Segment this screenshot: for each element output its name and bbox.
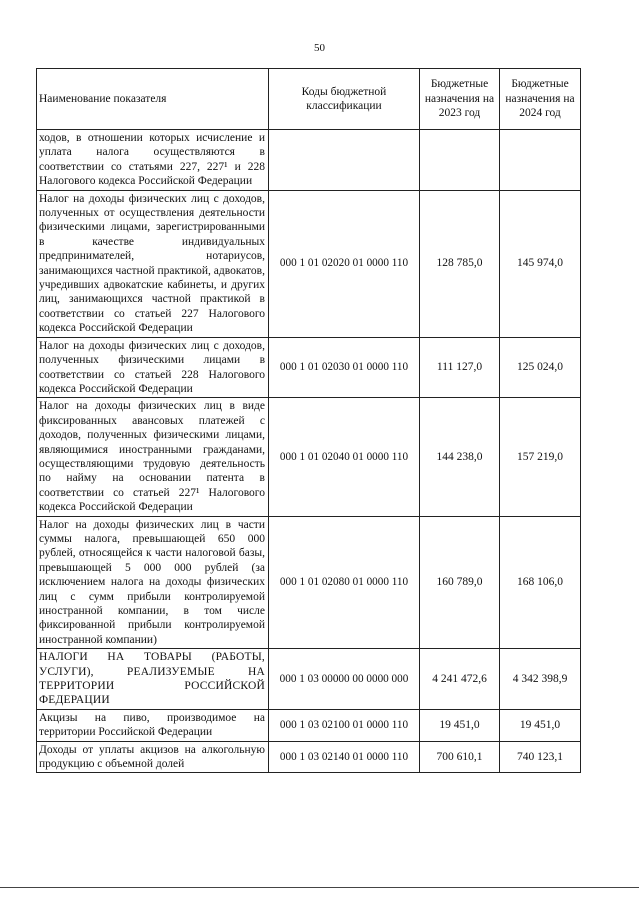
row-amount-2024: 19 451,0 bbox=[500, 709, 581, 741]
row-code: 000 1 03 00000 00 0000 000 bbox=[269, 649, 420, 710]
row-name: Акцизы на пиво, производимое на территории Российской Федерации bbox=[37, 709, 269, 741]
table-row bbox=[37, 190, 581, 337]
row-code: 000 1 01 02020 01 0000 110 bbox=[269, 190, 420, 337]
row-code: 000 1 03 02100 01 0000 110 bbox=[269, 709, 420, 741]
row-amount-2023: 160 789,0 bbox=[420, 516, 500, 649]
table-row bbox=[37, 337, 581, 398]
row-name: Налог на доходы физических лиц с доходов, полученных от осуществления деятельности физическими лицами, зарегистрированными в качестве индивидуальных предпринимателей, нотариусов, занимающихся частной практикой, адвокатов, учредивших адвокатские кабинеты, и других лиц, занимающихся частной практикой в соответствии со статьей 227 Налогового кодекса Российской Федерации bbox=[37, 190, 269, 337]
row-name: НАЛОГИ НА ТОВАРЫ (РАБОТЫ, УСЛУГИ), РЕАЛИЗУЕМЫЕ НА ТЕРРИТОРИИ РОССИЙСКОЙ ФЕДЕРАЦИИ bbox=[37, 649, 269, 710]
row-code: 000 1 01 02080 01 0000 110 bbox=[269, 516, 420, 649]
row-amount-2024 bbox=[500, 130, 581, 191]
row-amount-2023: 700 610,1 bbox=[420, 741, 500, 773]
row-code: 000 1 01 02040 01 0000 110 bbox=[269, 398, 420, 516]
row-amount-2023: 128 785,0 bbox=[420, 190, 500, 337]
row-amount-2023: 111 127,0 bbox=[420, 337, 500, 398]
table-row bbox=[37, 130, 581, 191]
row-amount-2024: 157 219,0 bbox=[500, 398, 581, 516]
row-name: Налог на доходы физических лиц в части суммы налога, превышающей 650 000 рублей, относящейся к части налоговой базы, превышающей 5 000 000 рублей (за исключением налога на доходы физических лиц с сумм прибыли контролируемой иностранной компании, в том числе фиксированной прибыли контролируемой иностранной компании) bbox=[37, 516, 269, 649]
table-row bbox=[37, 398, 581, 516]
row-amount-2023 bbox=[420, 130, 500, 191]
row-name: Налог на доходы физических лиц в виде фиксированных авансовых платежей с доходов, полученных физическими лицами, являющимися иностранными гражданами, осуществляющими трудовую деятельность по найму на основании патента в соответствии со статьей 227¹ Налогового кодекса Российской Федерации bbox=[37, 398, 269, 516]
table-row bbox=[37, 516, 581, 649]
row-amount-2024: 168 106,0 bbox=[500, 516, 581, 649]
row-name: Доходы от уплаты акцизов на алкогольную продукцию с объемной долей bbox=[37, 741, 269, 773]
page-number: 50 bbox=[314, 42, 325, 54]
row-name: ходов, в отношении которых исчисление и уплата налога осуществляются в соответствии со статьями 227, 227¹ и 228 Налогового кодекса Российской Федерации bbox=[37, 130, 269, 191]
row-amount-2024: 125 024,0 bbox=[500, 337, 581, 398]
page-bottom-rule bbox=[0, 887, 639, 888]
row-code: 000 1 03 02140 01 0000 110 bbox=[269, 741, 420, 773]
row-amount-2023: 19 451,0 bbox=[420, 709, 500, 741]
header-name: Наименование показателя bbox=[37, 69, 269, 130]
header-amount-2023: Бюджетные назначения на 2023 год bbox=[420, 69, 500, 130]
table-row bbox=[37, 741, 581, 773]
row-code bbox=[269, 130, 420, 191]
row-amount-2024: 145 974,0 bbox=[500, 190, 581, 337]
row-amount-2023: 144 238,0 bbox=[420, 398, 500, 516]
header-code: Коды бюджетной классификации bbox=[269, 69, 420, 130]
row-amount-2024: 740 123,1 bbox=[500, 741, 581, 773]
row-amount-2024: 4 342 398,9 bbox=[500, 649, 581, 710]
table-header-row bbox=[37, 69, 581, 130]
row-name: Налог на доходы физических лиц с доходов, полученных физическими лицами в соответствии со статьей 228 Налогового кодекса Российской Федерации bbox=[37, 337, 269, 398]
header-amount-2024: Бюджетные назначения на 2024 год bbox=[500, 69, 581, 130]
row-code: 000 1 01 02030 01 0000 110 bbox=[269, 337, 420, 398]
budget-table bbox=[36, 68, 581, 773]
table-row bbox=[37, 709, 581, 741]
table-row bbox=[37, 649, 581, 710]
row-amount-2023: 4 241 472,6 bbox=[420, 649, 500, 710]
